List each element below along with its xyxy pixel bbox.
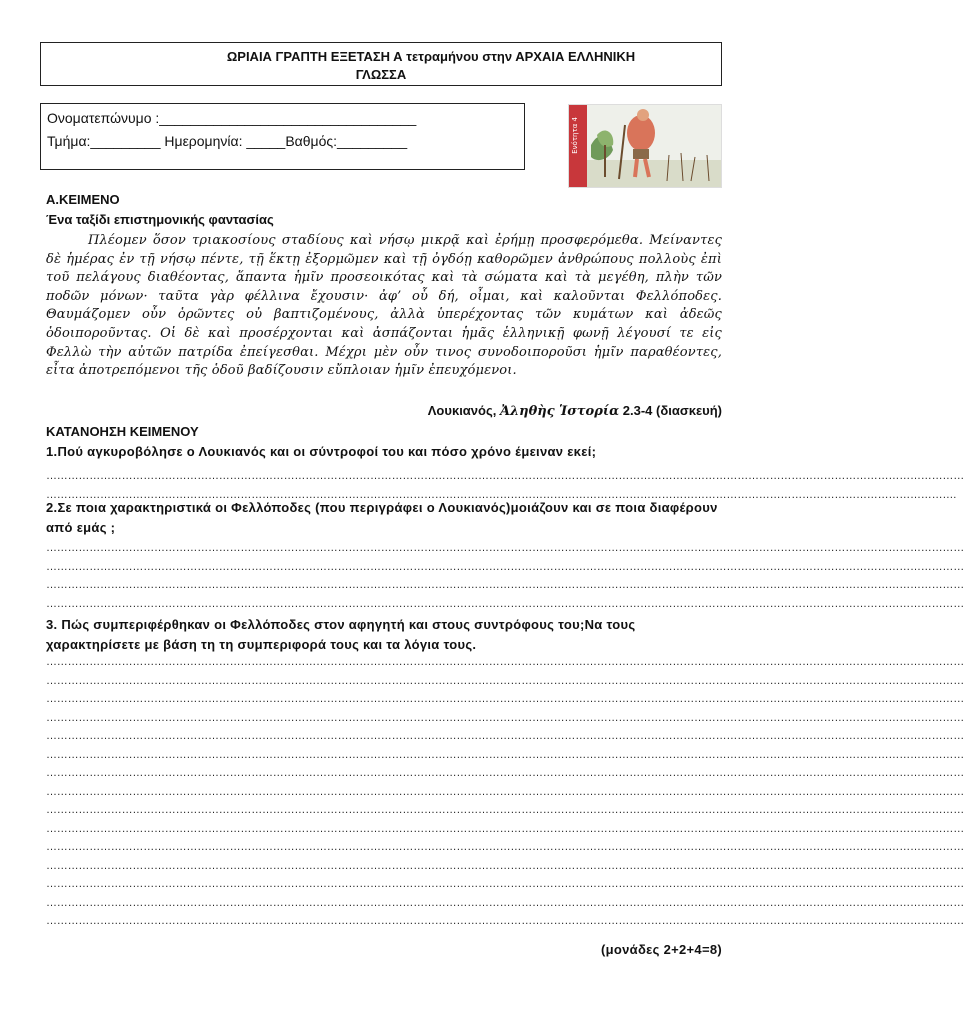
answer-line[interactable]: ………………………………………………………………………………………………………………………………………………………………………………………………………………………………… xyxy=(46,859,964,872)
exam-title-subject: ΓΛΩΣΣΑ xyxy=(355,67,407,82)
passage-text: Πλέομεν ὅσον τριακοσίους σταδίους καὶ νήσῳ μικρᾷ καὶ ἐρήμῃ προσφερόμεθα. Μείναντες δὲ ἡμέρας ἐν τῇ νήσῳ πέντε, τῇ ἕκτῃ ἐξορμῶμεν καὶ τῇ ὀγδόῃ καθορῶμεν ἀνθρώπους πολλοὺς ἐπὶ τοῦ πελάγους διαθέοντας, ἅπαντα ἡμῖν προσεοικότας καὶ τὰ σώματα καὶ τὰ μεγέθη, πλὴν τῶν ποδῶν μόνων· ταῦτα γὰρ φέλλινα ἔχουσιν· ἀφ’ οὗ δή, οἶμαι, καὶ καλοῦνται Φελλόποδες. Θαυμάζομεν οὖν ὁρῶντες οὐ βαπτιζομένους, ἀλλὰ ὑπερέχοντας τῶν κυμάτων καὶ ἀδεῶς ὁδοιποροῦντας. Οἱ δὲ καὶ προσέρχονται καὶ ἀσπάζονται ἡμᾶς ἑλληνικῇ φωνῇ λέγουσί τε εἰς Φελλὼ τὴν αὐτῶν πατρίδα ἐπείγεσθαι. Μέχρι μὲν οὖν τινος συνοδοιποροῦσι ἡμῖν παραθέοντες, εἶτα ἀποτρεπόμενοι τῆς ὁδοῦ βαδίζουσιν εὔπλοιαν ἡμῖν ἐπευχόμενοι. xyxy=(46,233,722,379)
answer-line[interactable]: ………………………………………………………………………………………………………………………………………………………………………………………………………………………………… xyxy=(46,597,964,610)
passage-title: Ένα ταξίδι επιστημονικής φαντασίας xyxy=(46,212,274,227)
answer-line[interactable]: ………………………………………………………………………………………………………………………………………………………………………………………………………………………………… xyxy=(46,693,964,705)
answer-line[interactable]: ………………………………………………………………………………………………………………………………………………………………………………………………………………………………… xyxy=(46,470,964,482)
answer-line[interactable]: ………………………………………………………………………………………………………………………………………………………………………………………………………………………………… xyxy=(46,785,964,798)
question-2: 2.Σε ποια χαρακτηριστικά οι Φελλόποδες (που περιγράφει ο Λουκιανός)μοιάζουν και σε ποια διαφέρουν από εμάς ; xyxy=(46,500,718,535)
source-work: Ἀληθὴς Ἱστορία xyxy=(499,404,620,419)
exam-title-box xyxy=(40,42,722,86)
class-date-grade-field[interactable]: Τμήμα:_________ Ημερομηνία: _____Βαθμός:_________ xyxy=(47,133,408,149)
section-heading: Α.ΚΕΙΜΕΝΟ xyxy=(46,192,120,207)
answer-line[interactable]: ………………………………………………………………………………………………………………………………………………………………………………………………………………………………… xyxy=(46,730,964,742)
question-1: 1.Πού αγκυροβόλησε ο Λουκιανός και οι σύντροφοί του και πόσο χρόνο έμειναν εκεί; xyxy=(46,444,597,459)
book-spine-label: Ενότητα 4 xyxy=(571,117,579,154)
answer-line[interactable]: ………………………………………………………………………………………………………………………………………………………………………………………………………………………………… xyxy=(46,896,964,909)
exam-title: ΩΡΙΑΙΑ ΓΡΑΠΤΗ ΕΞΕΤΑΣΗ Α τετραμήνου στην ΑΡΧΑΙΑ ΕΛΛΗΝΙΚΗ xyxy=(226,49,636,64)
passage-source xyxy=(428,403,722,419)
answer-line[interactable]: ………………………………………………………………………………………………………………………………………………………………………………………………………………………………… xyxy=(46,804,964,816)
answer-line[interactable]: ………………………………………………………………………………………………………………………………………………………………………………………………………………………………… xyxy=(46,656,964,668)
student-info-box xyxy=(40,103,525,170)
comprehension-heading: ΚΑΤΑΝΟΗΣΗ ΚΕΙΜΕΝΟΥ xyxy=(46,424,199,439)
cover-illustration xyxy=(569,105,721,187)
answer-line[interactable]: ………………………………………………………………………………………………………………………………………………………………………………………………………………………………… xyxy=(46,822,964,835)
points-total: (μονάδες 2+2+4=8) xyxy=(601,942,722,957)
textbook-cover-image xyxy=(568,104,722,188)
answer-line[interactable]: ………………………………………………………………………………………………………………………………………………………………………………………………………………………………… xyxy=(46,542,964,554)
answer-line[interactable]: ………………………………………………………………………………………………………………………………………………………………………………………………………………………………… xyxy=(46,841,964,853)
answer-line[interactable]: ………………………………………………………………………………………………………………………………………………………………………………………………………………………………… xyxy=(46,748,964,761)
answer-line[interactable]: ………………………………………………………………………………………………………………………………………………………………………………………………………………………………… xyxy=(46,915,964,927)
answer-line[interactable]: ………………………………………………………………………………………………………………………………………………………………………………………………………………………………… xyxy=(46,674,964,687)
source-ref: 2.3-4 (διασκευή) xyxy=(622,403,722,418)
ancient-greek-passage xyxy=(46,232,722,381)
question-3: 3. Πώς συμπεριφέρθηκαν οι Φελλόποδες στον αφηγητή και στους συντρόφους του;Να τους χαρακτηρίσετε με βάση τη τη συμπεριφορά τους και τα λόγια τους. xyxy=(46,617,636,652)
answer-line[interactable]: ………………………………………………………………………………………………………………………………………………………………………………………………………………………………… xyxy=(46,767,964,779)
answer-line[interactable]: ………………………………………………………………………………………………………………………………………………………………………………………………………………………………. xyxy=(46,488,957,501)
answer-line[interactable]: ………………………………………………………………………………………………………………………………………………………………………………………………………………………………… xyxy=(46,878,964,890)
source-author: Λουκιανός, xyxy=(427,403,497,418)
answer-line[interactable]: ………………………………………………………………………………………………………………………………………………………………………………………………………………………………… xyxy=(46,579,964,591)
answer-line[interactable]: ………………………………………………………………………………………………………………………………………………………………………………………………………………………………… xyxy=(46,711,964,724)
student-name-field[interactable]: Ονοματεπώνυμο :_________________________________ xyxy=(47,110,417,126)
answer-line[interactable]: ………………………………………………………………………………………………………………………………………………………………………………………………………………………………… xyxy=(46,560,964,573)
